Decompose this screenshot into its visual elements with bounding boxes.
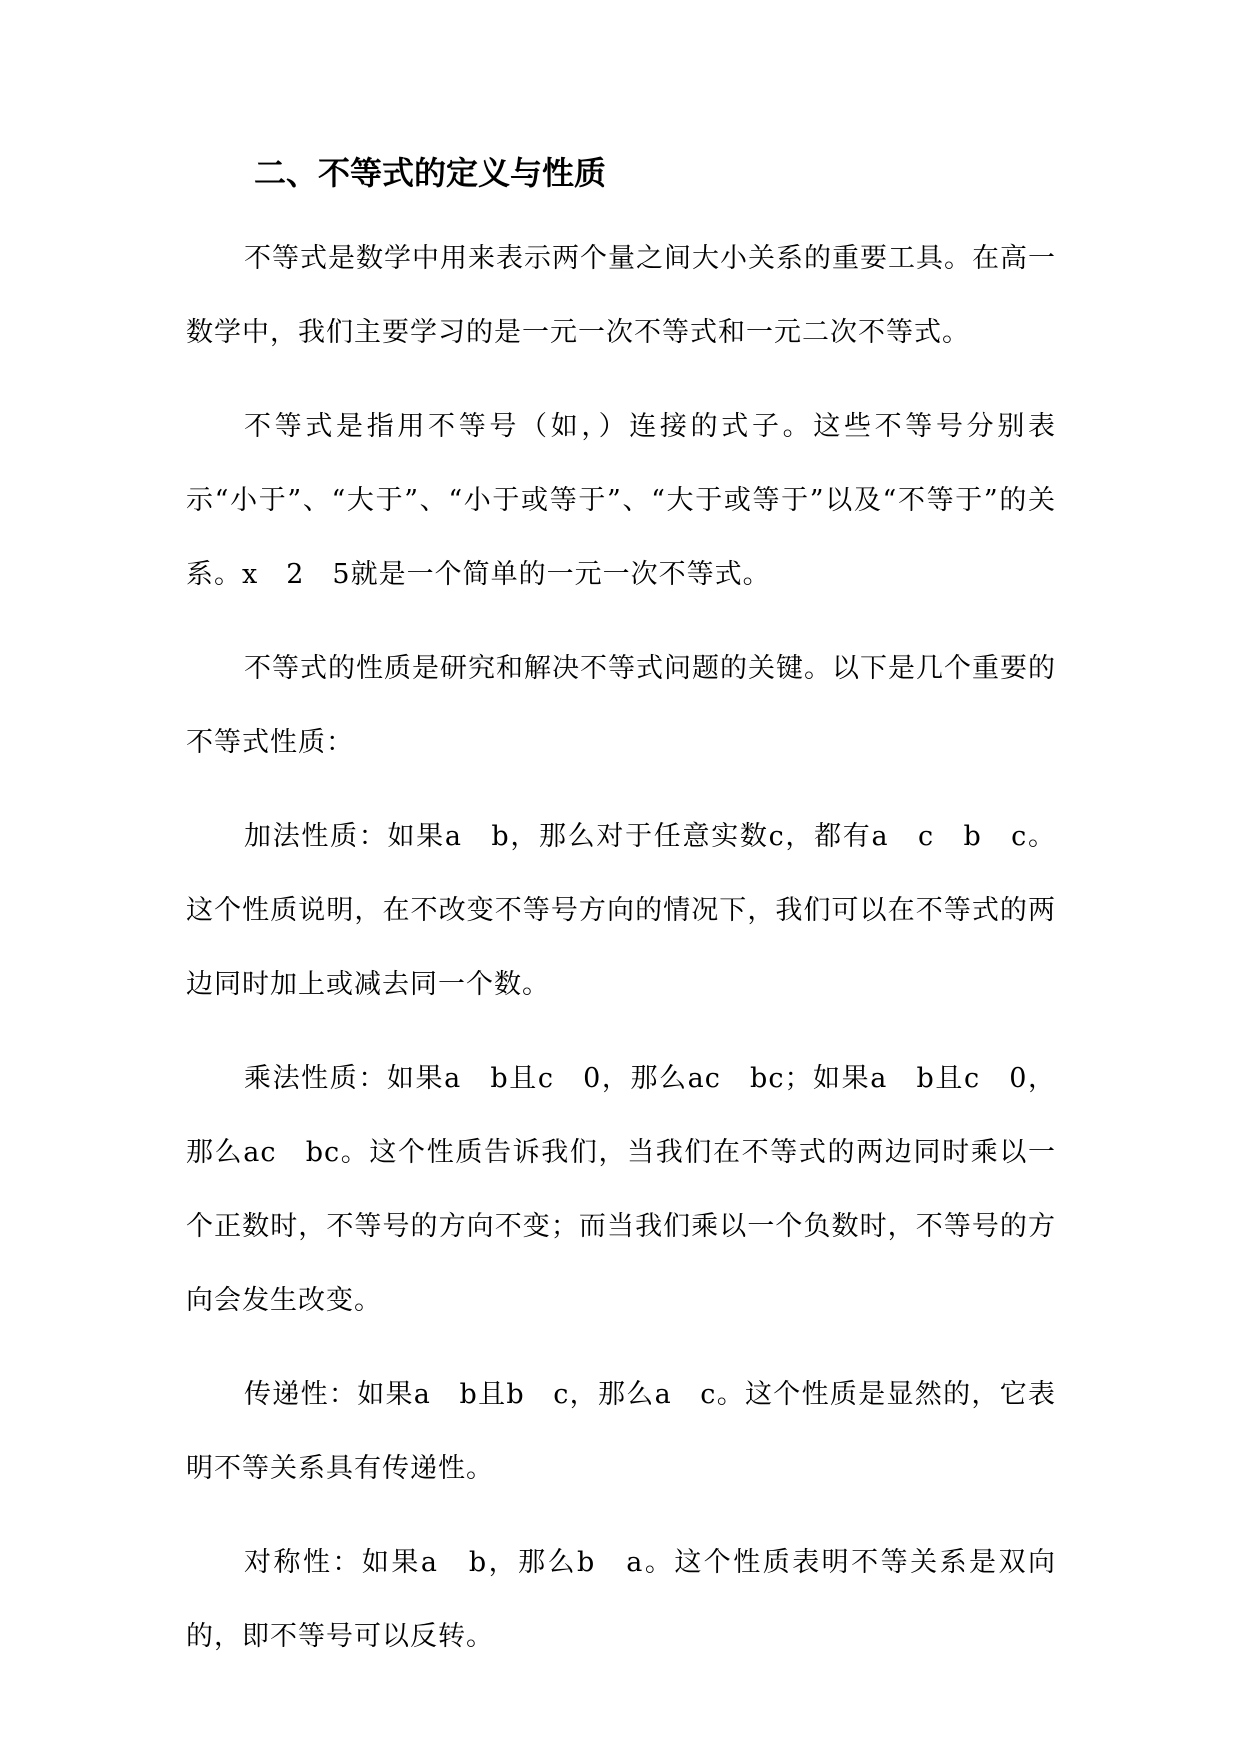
document-body	[186, 148, 1056, 1674]
paragraph-intro: 不等式是数学中用来表示两个量之间大小关系的重要工具。在高一数学中，我们主要学习的是一元一次不等式和一元二次不等式。	[186, 243, 1056, 348]
paragraph-addition-property: 加法性质：如果a b，那么对于任意实数c，都有a c b c。这个性质说明，在不改变不等号方向的情况下，我们可以在不等式的两边同时加上或减去同一个数。	[186, 821, 1056, 1000]
paragraph-properties-intro: 不等式的性质是研究和解决不等式问题的关键。以下是几个重要的不等式性质：	[186, 653, 1056, 758]
paragraph-transitivity: 传递性：如果a b且b c，那么a c。这个性质是显然的，它表明不等关系具有传递性。	[186, 1379, 1056, 1484]
section-heading: 二、不等式的定义与性质	[254, 154, 607, 192]
paragraph-definition: 不等式是指用不等号（如，）连接的式子。这些不等号分别表示“小于”、“大于”、“小于或等于”、“大于或等于”以及“不等于”的关系。x 2 5就是一个简单的一元一次不等式。	[186, 411, 1056, 590]
paragraph-symmetry: 对称性：如果a b，那么b a。这个性质表明不等关系是双向的，即不等号可以反转。	[186, 1547, 1056, 1652]
paragraph-multiplication-property: 乘法性质：如果a b且c 0，那么ac bc；如果a b且c 0，那么ac bc。这个性质告诉我们，当我们在不等式的两边同时乘以一个正数时，不等号的方向不变；而当我们乘以一个负数时，不等号的方向会发生改变。	[186, 1063, 1056, 1316]
